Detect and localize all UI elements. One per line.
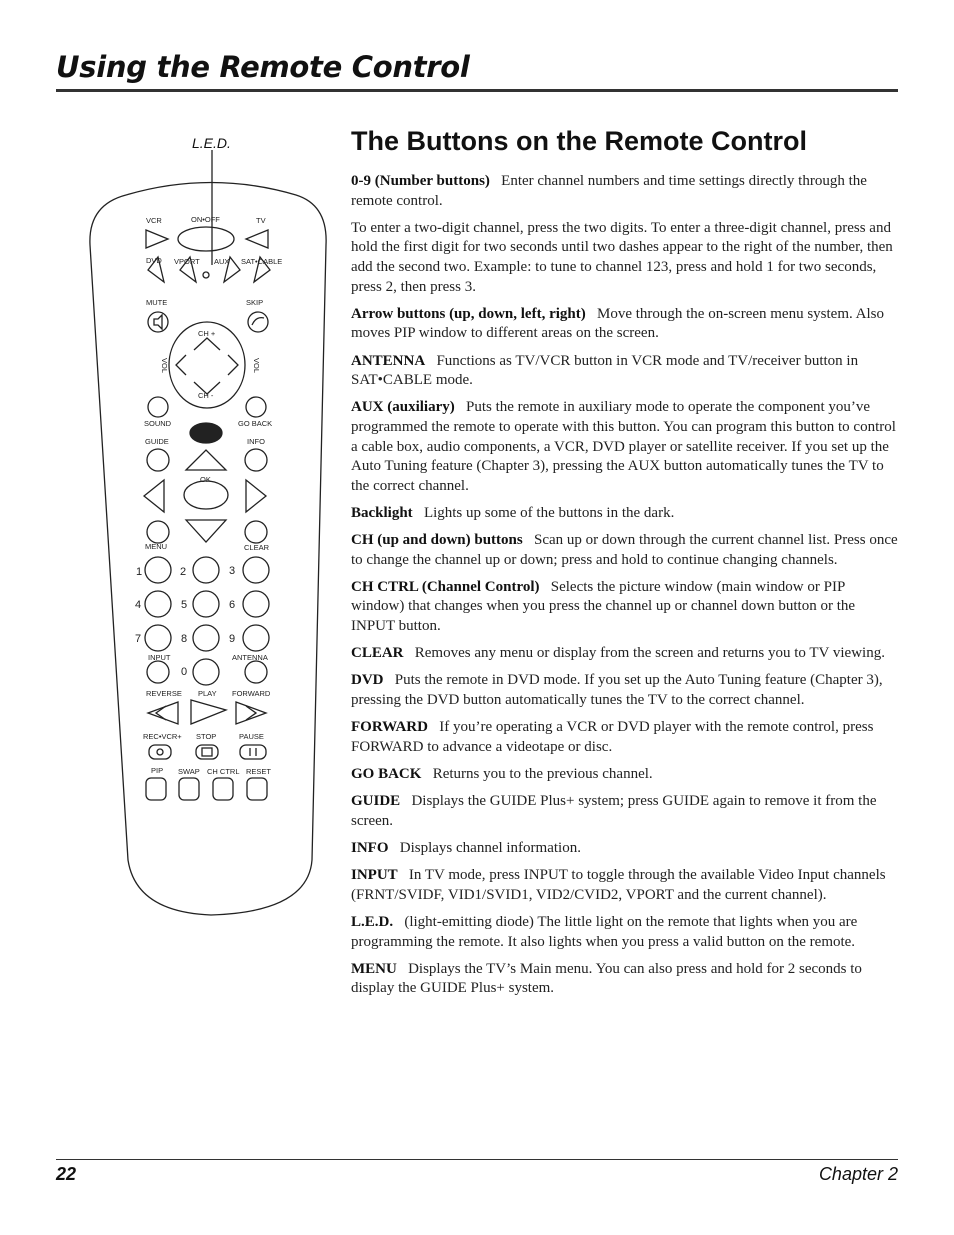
num-4-button [145, 591, 171, 617]
label-ch-up: CH + [198, 329, 216, 338]
page-header-title: Using the Remote Control [56, 50, 470, 84]
description-text: Puts the remote in DVD mode. If you set up the Auto Tuning feature (Chapter 3), pressing the DVD button automatically tunes the TV to the correct channel. [351, 672, 883, 708]
label-pip: PIP [151, 766, 164, 775]
label-n1: 1 [136, 566, 143, 578]
footer-rule [56, 1159, 898, 1160]
description-text: Scan up or down through the current channel list. Press once to change the channel up or down; press and hold to continue changing channels. [351, 532, 898, 568]
ch-up-button [194, 338, 220, 350]
skip-button [248, 312, 268, 332]
pause-button [240, 745, 266, 759]
description-paragraph [351, 531, 901, 570]
play-button [191, 700, 226, 724]
description-paragraph [351, 671, 901, 710]
description-text: In TV mode, press INPUT to toggle through the available Video Input channels (FRNT/SVIDF, VID1/SVID1, VID2/CVID2, VPORT and the current channel). [351, 867, 886, 903]
pip-button [146, 778, 166, 800]
term: CLEAR [351, 645, 404, 662]
num-6-button [243, 591, 269, 617]
antenna-button [245, 661, 267, 683]
num-8-button [193, 625, 219, 651]
description-text: Removes any menu or display from the screen and returns you to TV viewing. [414, 645, 885, 662]
description-text: To enter a two-digit channel, press the two digits. To enter a three-digit channel, press and hold the first digit for two seconds until two dashes appear to the right of the number, then add the second two. Example: to tune to channel 123, press and hold 1 for two seconds, press 2, then press 3. [351, 219, 893, 295]
num-5-button [193, 591, 219, 617]
description-text: Displays the TV’s Main menu. You can also press and hold for 2 seconds to display the GUIDE Plus+ system. [351, 960, 862, 997]
term: INPUT [351, 867, 398, 884]
label-n4: 4 [135, 599, 142, 611]
swap-button [179, 778, 199, 800]
num-7-button [145, 625, 171, 651]
goback-button [246, 397, 266, 417]
label-swap: SWAP [178, 767, 200, 776]
description-text: If you’re operating a VCR or DVD player with the remote control, press FORWARD to advance a videotape or disc. [351, 719, 874, 755]
mute-button [148, 312, 168, 332]
header-rule [56, 89, 898, 92]
description-text: Displays the GUIDE Plus+ system; press GUIDE again to remove it from the screen. [351, 793, 877, 829]
arrow-left-button [144, 480, 164, 512]
label-vol-left: VOL [160, 358, 169, 374]
num-2-button [193, 557, 219, 583]
term: MENU [351, 960, 397, 977]
label-rec: REC•VCR+ [143, 732, 182, 741]
label-n7: 7 [135, 633, 142, 645]
label-vol-right: VOL [252, 358, 261, 374]
label-n2: 2 [180, 566, 187, 578]
label-n9: 9 [229, 633, 236, 645]
term: INFO [351, 839, 389, 856]
label-info: INFO [247, 437, 265, 446]
label-play: PLAY [198, 689, 217, 698]
reset-button [247, 778, 267, 800]
center-button [190, 423, 222, 443]
term: CH (up and down) buttons [351, 532, 523, 549]
label-sound: SOUND [144, 419, 172, 428]
sound-button [148, 397, 168, 417]
label-onoff: ON•OFF [191, 215, 220, 224]
description-paragraph [351, 960, 901, 999]
label-clear: CLEAR [244, 543, 270, 552]
term: ANTENNA [351, 352, 426, 369]
arrow-up-button [186, 450, 226, 470]
num-9-button [243, 625, 269, 651]
label-mute: MUTE [146, 298, 168, 307]
label-pause: PAUSE [239, 732, 264, 741]
vcr-button [146, 230, 168, 248]
vol-right-button [228, 355, 238, 375]
description-paragraph [351, 866, 901, 905]
remote-control-illustration [86, 150, 336, 920]
term: AUX (auxiliary) [351, 399, 455, 416]
description-paragraph [351, 504, 901, 524]
label-aux: AUX [214, 257, 230, 266]
description-paragraph [351, 305, 901, 344]
label-forward: FORWARD [232, 689, 271, 698]
label-n8: 8 [181, 633, 188, 645]
term: L.E.D. [351, 913, 394, 930]
section-title: The Buttons on the Remote Control [351, 126, 807, 156]
term: Arrow buttons (up, down, left, right) [351, 305, 586, 322]
label-goback: GO BACK [238, 419, 273, 428]
label-reverse: REVERSE [146, 689, 182, 698]
label-guide: GUIDE [145, 437, 169, 446]
term: CH CTRL (Channel Control) [351, 578, 540, 595]
label-vcr: VCR [146, 216, 162, 225]
term: 0-9 (Number buttons) [351, 173, 490, 189]
term: DVD [351, 672, 384, 689]
description-paragraph [351, 718, 901, 757]
description-paragraph [351, 765, 901, 785]
led-indicator [203, 272, 209, 278]
arrow-down-button [186, 520, 226, 542]
description-text: Puts the remote in auxiliary mode to operate the component you’ve programmed the remote to operate with this button. You can program this button to control a cable box, audio components, a VCR, DVD player or satellite receiver. If you set up the Auto Tuning feature (Chapter 3), pressing the AUX button automatically tunes the TV to the correct channel. [351, 399, 896, 494]
description-paragraph [351, 352, 901, 391]
label-dvd: DVD [146, 256, 162, 265]
vol-left-button [176, 355, 186, 375]
arrow-right-button [246, 480, 266, 512]
chctrl-button [213, 778, 233, 800]
description-paragraph [351, 913, 901, 952]
label-vport: VPORT [174, 257, 200, 266]
label-n3: 3 [229, 565, 236, 577]
reverse-button [148, 702, 178, 724]
description-text: Returns you to the previous channel. [432, 765, 653, 782]
description-paragraph [351, 398, 901, 496]
label-antenna: ANTENNA [232, 653, 268, 662]
label-skip: SKIP [246, 298, 264, 307]
button-descriptions [351, 172, 901, 1006]
description-text: Displays channel information. [399, 839, 581, 856]
label-stop: STOP [196, 732, 217, 741]
label-n5: 5 [181, 599, 188, 611]
term: Backlight [351, 504, 413, 521]
num-1-button [145, 557, 171, 583]
label-input: INPUT [148, 653, 171, 662]
info-button [245, 449, 267, 471]
label-ok: OK [200, 475, 211, 484]
label-n6: 6 [229, 599, 236, 611]
clear-button [245, 521, 267, 543]
menu-button [147, 521, 169, 543]
label-reset: RESET [246, 767, 272, 776]
term: FORWARD [351, 719, 428, 736]
guide-button [147, 449, 169, 471]
label-chctrl: CH CTRL [207, 767, 240, 776]
description-paragraph [351, 172, 901, 211]
page-number: 22 [56, 1164, 77, 1184]
description-text: Functions as TV/VCR button in VCR mode and TV/receiver button in SAT•CABLE mode. [351, 352, 859, 389]
stop-button [196, 745, 218, 759]
onoff-button [178, 227, 234, 251]
description-paragraph [351, 839, 901, 859]
label-ch-down: CH - [198, 391, 214, 400]
led-label: L.E.D. [192, 135, 231, 151]
description-text: Move through the on-screen menu system. Also moves PIP window to different areas on the screen. [351, 305, 885, 342]
description-paragraph [351, 792, 901, 831]
forward-button [236, 702, 266, 724]
description-text: Lights up some of the buttons in the dark. [423, 504, 675, 521]
label-n0: 0 [181, 666, 188, 678]
tv-button [246, 230, 268, 248]
description-text: Enter channel numbers and time settings directly through the remote control. [351, 173, 867, 209]
remote-outline [90, 183, 326, 916]
description-paragraph [351, 644, 901, 664]
rec-button [149, 745, 171, 759]
description-paragraph [351, 578, 901, 637]
num-0-button [193, 659, 219, 685]
input-button [147, 661, 169, 683]
chapter-label: Chapter 2 [818, 1164, 898, 1184]
ok-button [184, 481, 228, 509]
term: GUIDE [351, 793, 401, 810]
label-satcable: SAT•CABLE [241, 257, 283, 266]
label-tv: TV [256, 216, 266, 225]
num-3-button [243, 557, 269, 583]
description-text: Selects the picture window (main window or PIP window) that changes when you press the channel up or channel down button or the INPUT button. [351, 578, 856, 635]
description-text: (light-emitting diode) The little light on the remote that lights when you are programming the remote. It also lights when you press a valid button on the remote. [351, 913, 858, 950]
description-paragraph [351, 219, 901, 297]
label-menu: MENU [145, 542, 168, 551]
term: GO BACK [351, 765, 422, 782]
